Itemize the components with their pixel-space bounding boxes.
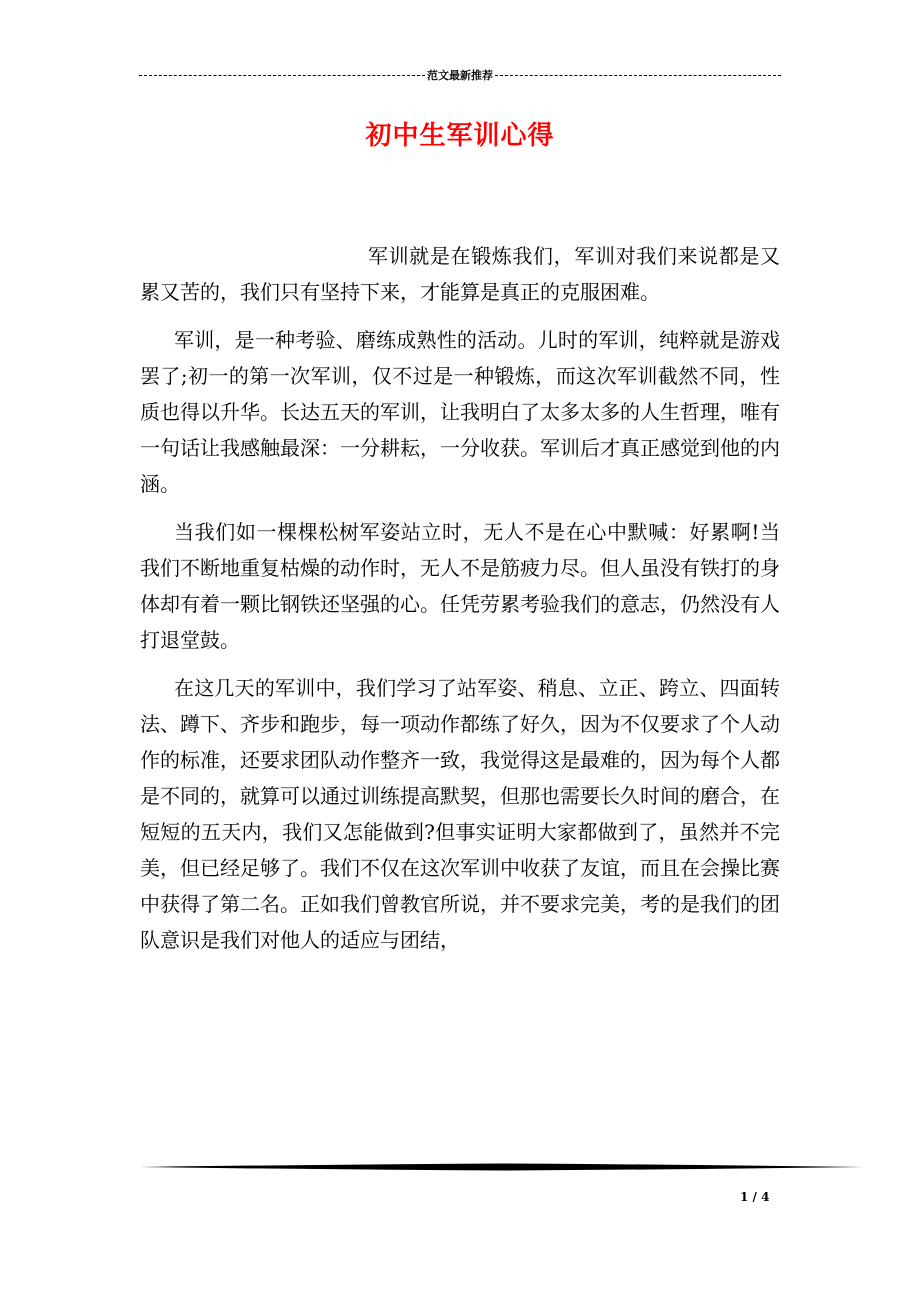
header-dashed-rule-right — [495, 75, 781, 76]
footer-rule — [140, 1160, 864, 1174]
page-header — [139, 64, 781, 86]
paragraph-2: 军训，是一种考验、磨练成熟性的活动。儿时的军训，纯粹就是游戏罢了;初一的第一次军训，仅不过是一种锻炼，而这次军训截然不同，性质也得以升华。长达五天的军训，让我明白了太多太多的人生哲理，唯有一句话让我感触最深：一分耕耘，一分收获。军训后才真正感觉到他的内涵。 — [140, 328, 780, 496]
header-dashed-rule-left — [139, 75, 425, 76]
paragraph-1: 军训就是在锻炼我们，军训对我们来说都是又累又苦的，我们只有坚持下来，才能算是真正的克服困难。 — [140, 244, 780, 304]
page-number: 1 / 4 — [740, 1190, 770, 1204]
document-title: 初中生军训心得 — [365, 121, 555, 151]
header-label: 范文最新推荐 — [427, 69, 493, 82]
document-body — [140, 238, 780, 970]
paragraph-4: 在这几天的军训中，我们学习了站军姿、稍息、立正、跨立、四面转法、蹲下、齐步和跑步，每一项动作都练了好久，因为不仅要求了个人动作的标准，还要求团队动作整齐一致，我觉得这是最难的，因为每个人都是不同的，就算可以通过训练提高默契，但那也需要长久时间的磨合，在短短的五天内，我们又怎能做到?但事实证明大家都做到了，虽然并不完美，但已经足够了。我们不仅在这次军训中收获了友谊，而且在会操比赛中获得了第二名。正如我们曾教官所说，并不要求完美，考的是我们的团队意识是我们对他人的适应与团结， — [140, 676, 780, 952]
paragraph-3: 当我们如一棵棵松树军姿站立时，无人不是在心中默喊：好累啊!当我们不断地重复枯燥的动作时，无人不是筋疲力尽。但人虽没有铁打的身体却有着一颗比钢铁还坚强的心。任凭劳累考验我们的意志，仍然没有人打退堂鼓。 — [140, 520, 780, 652]
